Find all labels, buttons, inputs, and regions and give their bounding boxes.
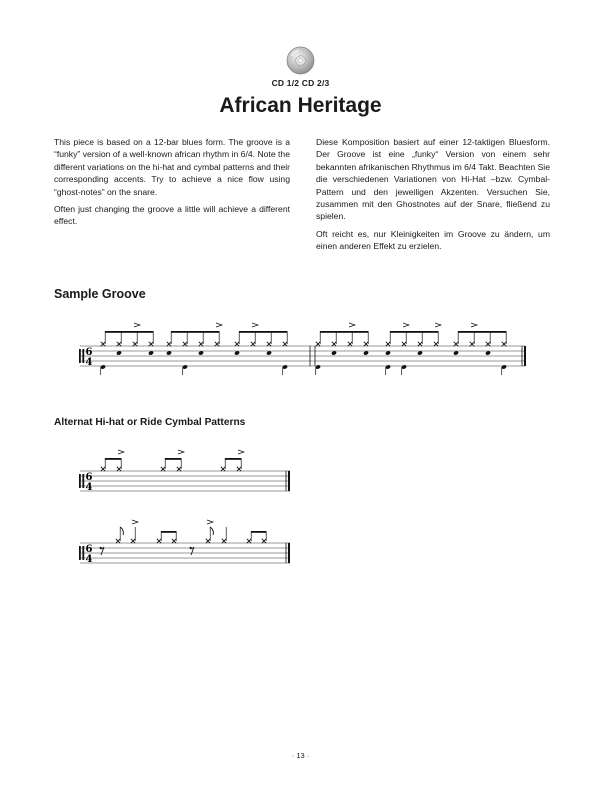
hihat-x-notehead [167,342,171,346]
beam [251,531,266,533]
hihat-x-notehead [116,539,120,543]
hihat-x-notehead [247,539,251,543]
time-signature-bottom: 4 [85,482,93,493]
alternate-pattern-2-staff [0,516,601,566]
hihat-x-notehead [183,342,187,346]
hihat-x-notehead [434,342,438,346]
beam [105,331,153,333]
accent-mark-icon [349,323,355,327]
accent-mark-icon [238,450,244,454]
alternate-pattern-1-staff [0,445,601,495]
time-signature-top: 6 [85,544,93,555]
section-heading-alternate-patterns: Alternat Hi-hat or Ride Cymbal Patterns [54,417,246,428]
hihat-x-notehead [316,342,320,346]
hihat-x-notehead [117,467,121,471]
hihat-x-notehead [470,342,474,346]
hihat-x-notehead [177,467,181,471]
accent-mark-icon [403,323,409,327]
staff-lines [80,346,525,366]
accent-mark-icon [132,520,138,524]
beam [225,458,241,460]
hihat-x-notehead [332,342,336,346]
hihat-x-notehead [101,467,105,471]
hihat-x-notehead [251,342,255,346]
beam [165,458,181,460]
hihat-x-notehead [418,342,422,346]
hihat-x-notehead [101,342,105,346]
hihat-x-notehead [157,539,161,543]
hihat-x-notehead [386,342,390,346]
beam [161,531,176,533]
beam [390,331,438,333]
hihat-x-notehead [486,342,490,346]
hihat-x-notehead [133,342,137,346]
accent-mark-icon [118,450,124,454]
hihat-x-notehead [235,342,239,346]
hihat-x-notehead [149,342,153,346]
hihat-x-notehead [262,539,266,543]
rest-dot [190,547,192,549]
cd-track-label: CD 1/2 CD 2/3 [271,78,330,88]
hihat-x-notehead [172,539,176,543]
intro-en-paragraph-1: This piece is based on a 12-bar blues form. The groove is a “funky” version of a well-known african rhythm in 6/4. Note the different variations on the hi-hat and cymbal patterns and their corresponding accents. Try to achieve a nice flow using “ghost-notes” on the snare. [54,137,290,197]
hihat-x-notehead [215,342,219,346]
accent-mark-icon [216,323,222,327]
sample-groove-staff [0,320,601,380]
time-signature-top: 6 [85,347,93,358]
hihat-x-notehead [117,342,121,346]
time-signature-bottom: 4 [85,554,93,565]
intro-de-paragraph-1: Diese Komposition basiert auf einer 12-taktigen Bluesform. Der Groove ist eine „funky“ Version von einem sehr bekannten afrikanischen Rhythmus im 6/4 Takt. Beachten Sie die verschiedenen Variationen von Hi-Hat –bzw. Cymbal-Pattern und den jeweiligen Akzenten. Versuchen Sie, zusammen mit den Ghostnotes auf der Snare, fließend zu spielen. [316,137,550,222]
note-flag [210,527,213,535]
time-signature-bottom: 4 [85,357,93,368]
note-flag [120,527,123,535]
hihat-x-notehead [199,342,203,346]
hihat-x-notehead [161,467,165,471]
hihat-x-notehead [237,467,241,471]
beam [171,331,219,333]
hihat-x-notehead [131,539,135,543]
hihat-x-notehead [402,342,406,346]
beam [320,331,368,333]
cd-disc-icon [286,46,315,75]
staff-lines [80,543,290,563]
hihat-x-notehead [221,467,225,471]
hihat-x-notehead [454,342,458,346]
hihat-x-notehead [283,342,287,346]
staff-lines [80,471,290,491]
accent-mark-icon [207,520,213,524]
accent-mark-icon [252,323,258,327]
page-number: · 13 · [291,751,310,760]
accent-mark-icon [435,323,441,327]
beam [105,458,121,460]
beam [239,331,287,333]
intro-german [316,136,550,258]
hihat-x-notehead [267,342,271,346]
rest-dot [100,547,102,549]
accent-mark-icon [134,323,140,327]
hihat-x-notehead [222,539,226,543]
intro-english [54,136,290,233]
section-heading-sample-groove: Sample Groove [54,287,146,301]
beam [458,331,506,333]
hihat-x-notehead [348,342,352,346]
intro-en-paragraph-2: Often just changing the groove a little will achieve a different effect. [54,204,290,227]
hihat-x-notehead [502,342,506,346]
hihat-x-notehead [206,539,210,543]
accent-mark-icon [471,323,477,327]
hihat-x-notehead [364,342,368,346]
time-signature-top: 6 [85,472,93,483]
page-title: African Heritage [219,94,382,117]
accent-mark-icon [178,450,184,454]
intro-de-paragraph-2: Oft reicht es, nur Kleinigkeiten im Groove zu ändern, um einen anderen Effekt zu erzielen. [316,228,550,252]
